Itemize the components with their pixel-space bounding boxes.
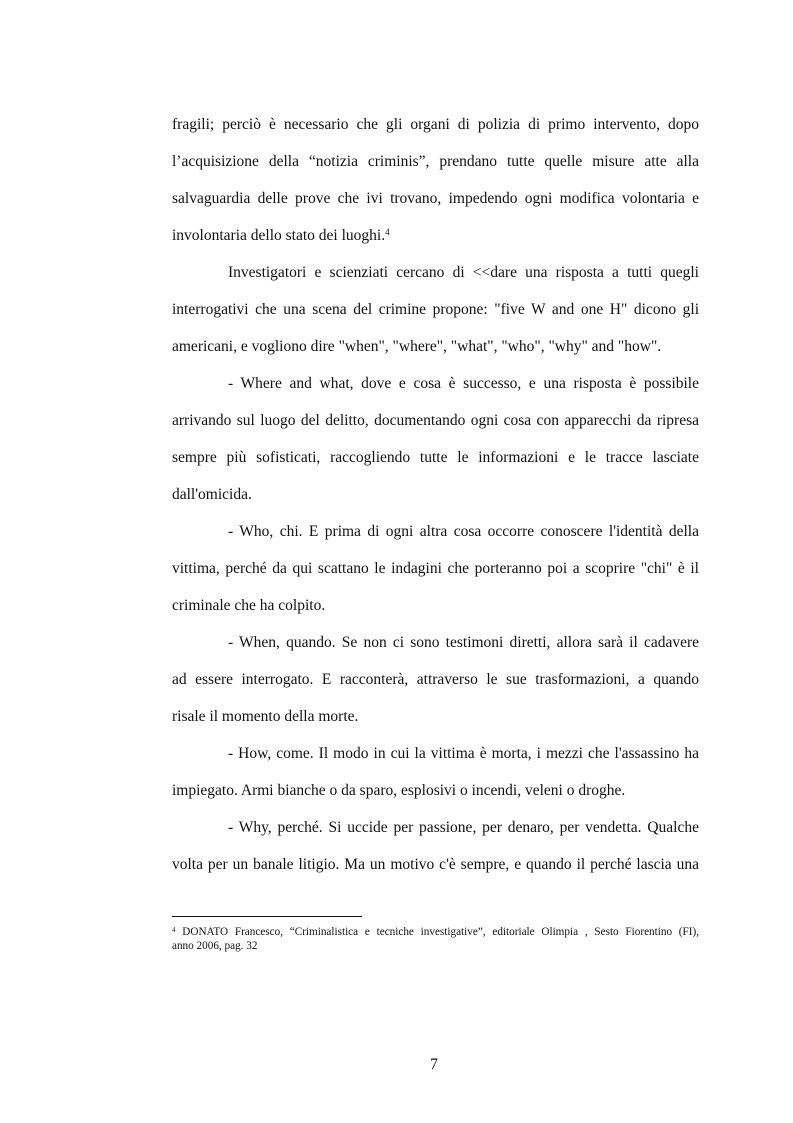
body-line-5: Investigatori e scienziati cercano di <<dare una risposta a tutti quegli bbox=[228, 264, 699, 281]
body-line-21: volta per un banale litigio. Ma un motivo c'è sempre, e quando il perché lascia una bbox=[172, 856, 699, 873]
body-line-7: americani, e vogliono dire "when", "where", "what", "who", "why" and "how". bbox=[172, 338, 662, 355]
body-line-18: - How, come. Il modo in cui la vittima è morta, i mezzi che l'assassino ha bbox=[228, 745, 699, 762]
body-line-1: fragili; perciò è necessario che gli organi di polizia di primo intervento, dopo bbox=[172, 116, 699, 133]
body-line-20: - Why, perché. Si uccide per passione, per denaro, per vendetta. Qualche bbox=[228, 819, 699, 836]
body-line-10: sempre più sofisticati, raccogliendo tutte le informazioni e le tracce lasciate bbox=[172, 449, 699, 466]
body-line-12: - Who, chi. E prima di ogni altra cosa occorre conoscere l'identità della bbox=[228, 523, 699, 540]
body-line-19: impiegato. Armi bianche o da sparo, esplosivi o incendi, veleni o droghe. bbox=[172, 782, 626, 799]
footnote-text-1: DONATO Francesco, “Criminalistica e tecniche investigative”, editoriale Olimpia , Sesto Fiorentino (FI), bbox=[182, 926, 700, 938]
footnote-line-2: anno 2006, pag. 32 bbox=[172, 940, 258, 952]
body-line-8: - Where and what, dove e cosa è successo, e una risposta è possibile bbox=[228, 375, 699, 392]
body-line-3: salvaguardia delle prove che ivi trovano, impedendo ogni modifica volontaria e bbox=[172, 190, 699, 207]
body-line-16: ad essere interrogato. E racconterà, attraverso le sue trasformazioni, a quando bbox=[172, 671, 699, 688]
body-line-4 bbox=[172, 226, 699, 246]
body-line-2: l’acquisizione della “notizia criminis”, prendano tutte quelle misure atte alla bbox=[172, 153, 699, 170]
footnote-line-1 bbox=[172, 925, 699, 939]
body-line-17: risale il momento della morte. bbox=[172, 708, 359, 725]
page-number: 7 bbox=[430, 1056, 438, 1073]
footnote-divider bbox=[172, 916, 362, 917]
body-line-13: vittima, perché da qui scattano le indagini che porteranno poi a scoprire "chi" è il bbox=[172, 560, 699, 577]
footnote-reference: 4 bbox=[385, 227, 390, 237]
body-line-4-text: involontaria dello stato dei luoghi. bbox=[172, 227, 386, 244]
body-line-6: interrogativi che una scena del crimine propone: "five W and one H" dicono gli bbox=[172, 301, 699, 318]
body-line-11: dall'omicida. bbox=[172, 486, 252, 503]
body-line-14: criminale che ha colpito. bbox=[172, 597, 326, 614]
footnote-marker: 4 bbox=[172, 926, 176, 934]
body-line-15: - When, quando. Se non ci sono testimoni diretti, allora sarà il cadavere bbox=[228, 634, 699, 651]
body-line-9: arrivando sul luogo del delitto, documentando ogni cosa con apparecchi da ripresa bbox=[172, 412, 699, 429]
